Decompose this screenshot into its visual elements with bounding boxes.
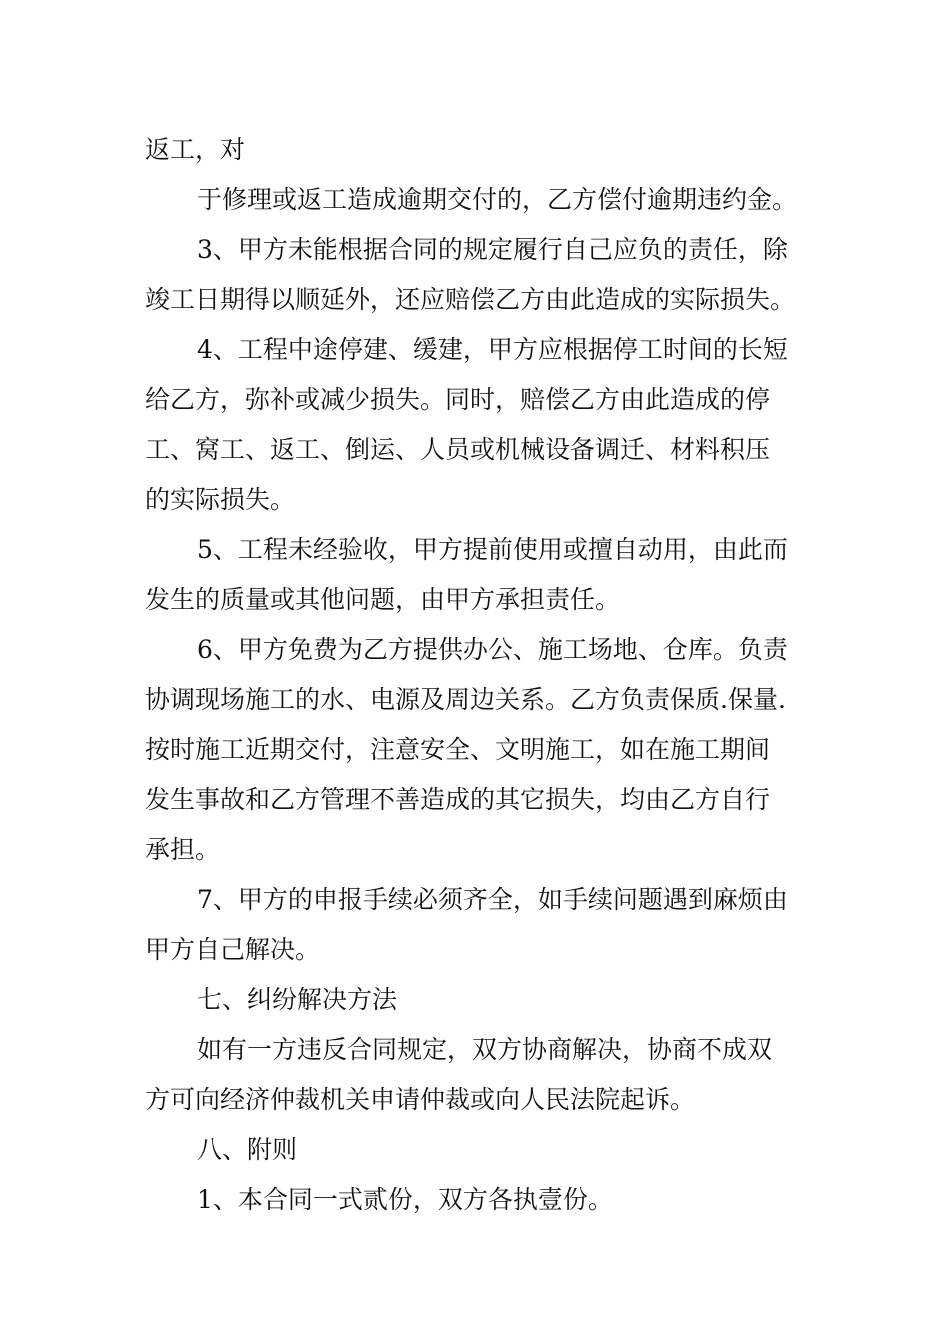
text-line: 如有一方违反合同规定，双方协商解决，协商不成双 (197, 1035, 773, 1064)
text-line: 方可向经济仲裁机关申请仲裁或向人民法院起诉。 (145, 1085, 696, 1114)
text-line: 1、本合同一式贰份，双方各执壹份。 (197, 1185, 613, 1214)
text-line: 5、工程未经验收，甲方提前使用或擅自动用，由此而 (197, 535, 788, 564)
text-line: 于修理或返工造成逾期交付的，乙方偿付逾期违约金。 (197, 185, 798, 214)
text-line: 工、窝工、返工、倒运、人员或机械设备调迁、材料积压 (145, 435, 771, 464)
text-line: 4、工程中途停建、缓建，甲方应根据停工时间的长短 (197, 335, 788, 364)
section-heading: 七、纠纷解决方法 (197, 985, 398, 1014)
text-line: 给乙方，弥补或减少损失。同时，赔偿乙方由此造成的停 (145, 385, 771, 414)
text-line: 甲方自己解决。 (145, 935, 321, 964)
section-heading: 八、附则 (197, 1135, 298, 1164)
text-line: 发生的质量或其他问题，由甲方承担责任。 (145, 585, 621, 614)
text-line: 发生事故和乙方管理不善造成的其它损失，均由乙方自行 (145, 785, 771, 814)
text-line: 协调现场施工的水、电源及周边关系。乙方负责保质.保量. (145, 685, 786, 714)
text-line: 竣工日期得以顺延外，还应赔偿乙方由此造成的实际损失。 (145, 285, 796, 314)
text-line: 3、甲方未能根据合同的规定履行自己应负的责任，除 (197, 235, 788, 264)
text-line: 7、甲方的申报手续必须齐全，如手续问题遇到麻烦由 (197, 885, 788, 914)
text-line: 按时施工近期交付，注意安全、文明施工，如在施工期间 (145, 735, 771, 764)
text-line: 承担。 (145, 835, 221, 864)
text-line: 6、甲方免费为乙方提供办公、施工场地、仓库。负责 (197, 635, 788, 664)
text-line: 返工，对 (145, 135, 246, 164)
text-line: 的实际损失。 (145, 485, 296, 514)
